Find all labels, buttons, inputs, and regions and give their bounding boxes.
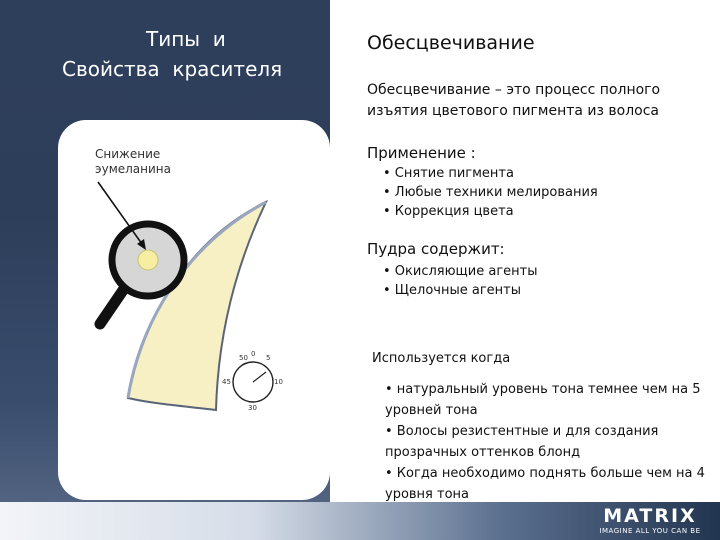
dial-label-50: 50	[239, 354, 248, 362]
usage-line: уровня тона	[385, 487, 470, 502]
definition-text	[367, 80, 660, 122]
usage-line: уровней тона	[385, 403, 478, 418]
dial-label-10: 10	[274, 378, 283, 386]
usage-heading: Используется когда	[372, 351, 511, 366]
usage-line: прозрачных оттенков блонд	[385, 445, 581, 460]
illustration-card	[58, 120, 330, 500]
list-item: • Коррекция цвета	[383, 204, 514, 219]
sidebar-title	[0, 24, 330, 84]
definition-line2: изъятия цветового пигмента из волоса	[367, 103, 660, 119]
usage-line: • натуральный уровень тона темнее чем на 5	[385, 382, 701, 397]
dial-label-0: 0	[251, 350, 256, 358]
definition-line1: Обесцвечивание – это процесс полного	[367, 82, 661, 98]
figure-caption-line2: эумеланина	[95, 162, 171, 176]
list-item: • Снятие пигмента	[383, 166, 514, 181]
list-item: • Любые техники мелирования	[383, 185, 598, 200]
logo-text: MATRIX	[603, 505, 697, 527]
pigment-granule	[138, 250, 158, 270]
figure-caption	[95, 147, 171, 177]
figure-caption-line1: Снижение	[95, 147, 161, 161]
brand-logo	[586, 505, 714, 536]
hair-bleaching-illustration	[58, 120, 330, 500]
usage-list	[385, 379, 705, 505]
application-heading: Применение :	[367, 144, 476, 162]
dial-label-30: 30	[248, 404, 257, 412]
page-title: Обесцвечивание	[367, 32, 535, 54]
dial-label-5: 5	[266, 354, 271, 362]
logo-tagline: IMAGINE ALL YOU CAN BE	[599, 527, 701, 535]
sidebar-title-line2: Свойства красителя	[62, 57, 283, 81]
powder-heading: Пудра содержит:	[367, 240, 505, 258]
application-list	[383, 164, 598, 221]
list-item: • Окисляющие агенты	[383, 264, 538, 279]
usage-line: • Волосы резистентные и для создания	[385, 424, 659, 439]
dial-label-45: 45	[222, 378, 231, 386]
list-item: • Щелочные агенты	[383, 283, 521, 298]
powder-list	[383, 262, 538, 300]
usage-line: • Когда необходимо поднять больше чем на 4	[385, 466, 705, 481]
sidebar-title-line1: Типы и	[146, 27, 226, 51]
